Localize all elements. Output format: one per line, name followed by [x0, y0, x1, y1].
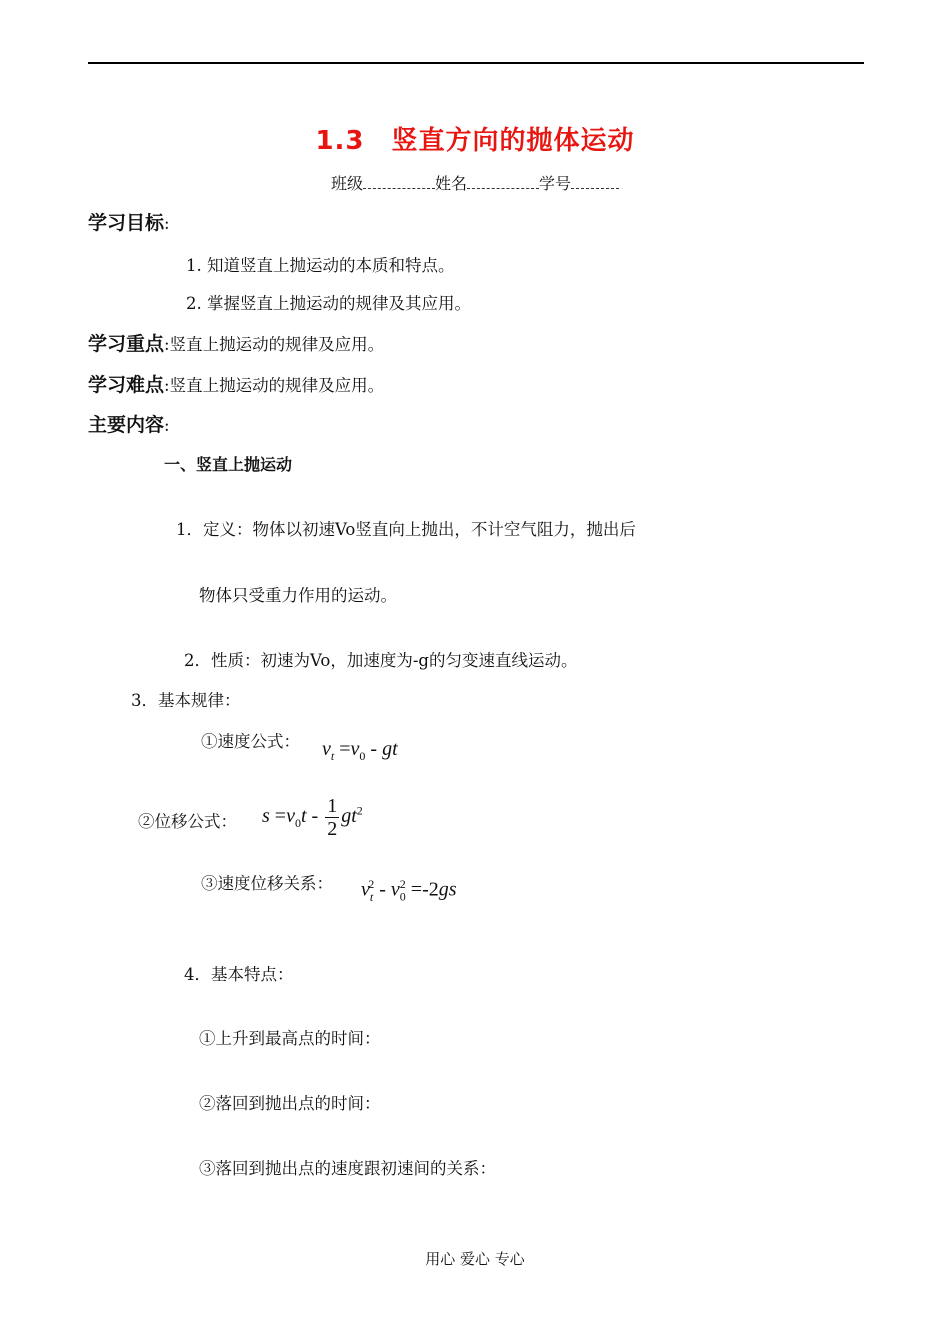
difficulty-line: [88, 370, 384, 397]
fraction: $\frac{1}{2}$: [327, 795, 338, 840]
student-info-line: [0, 171, 950, 194]
id-label: 学号: [539, 174, 572, 193]
velocity-formula: $v_t =v_0$ - gt: [322, 738, 398, 763]
class-blank[interactable]: [363, 176, 435, 189]
velocity-displacement-formula: $v_t^2 - v_0^2 =-2gs$: [361, 877, 457, 904]
difficulty-text: :竖直上抛运动的规律及应用。: [164, 376, 385, 395]
feature-3: ③落回到抛出点的速度跟初速间的关系：: [199, 1159, 496, 1178]
key-point-line: [88, 329, 384, 356]
section-title: 一、竖直上抛运动: [164, 455, 293, 474]
difficulty-label: 学习难点: [88, 374, 165, 396]
main-content-heading: 主要内容:: [88, 414, 170, 436]
law2-label: ②位移公式：: [138, 812, 237, 831]
definition-line-2: 物体只受重力作用的运动。: [199, 586, 397, 605]
objectives-heading: 学习目标:: [88, 212, 170, 234]
key-point-label: 学习重点: [88, 333, 165, 355]
definition-line-1: 1．定义：物体以初速Vo竖直向上抛出，不计空气阻力，抛出后: [176, 520, 636, 539]
displacement-formula: $s =v_0t$ - $\frac{1}{2}$ $gt^2$: [262, 795, 363, 840]
name-label: 姓名: [434, 174, 467, 193]
objective-item-1: 1. 知道竖直上抛运动的本质和特点。: [186, 256, 455, 275]
objective-item-2: 2. 掌握竖直上抛运动的规律及其应用。: [186, 294, 471, 313]
key-point-text: :竖直上抛运动的规律及应用。: [164, 335, 385, 354]
name-blank[interactable]: [467, 176, 539, 189]
feature-2: ②落回到抛出点的时间：: [199, 1094, 381, 1113]
law3-label: ③速度位移关系：: [201, 874, 333, 893]
header-rule: [88, 62, 864, 64]
nature-line: 2．性质：初速为Vo，加速度为-g的匀变速直线运动。: [184, 651, 578, 670]
page-title: 1.3 竖直方向的抛体运动: [315, 126, 635, 156]
features-title: 4．基本特点：: [184, 965, 294, 984]
feature-1: ①上升到最高点的时间：: [199, 1029, 381, 1048]
id-blank[interactable]: [571, 176, 619, 189]
laws-title: 3．基本规律：: [131, 691, 241, 710]
law1-label: ①速度公式：: [201, 732, 300, 751]
class-label: 班级: [330, 174, 363, 193]
page-footer: 用心 爱心 专心: [425, 1250, 525, 1268]
